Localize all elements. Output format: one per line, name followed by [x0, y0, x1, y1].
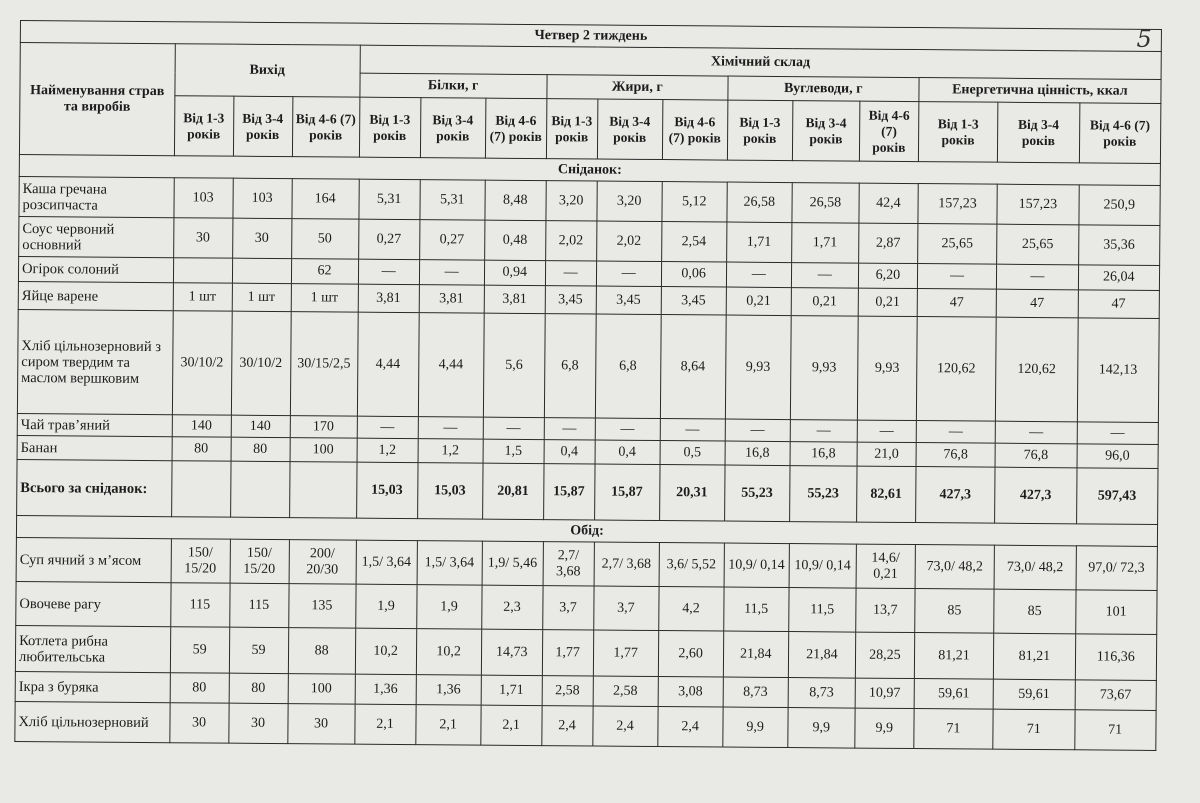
- value-cell: 120,62: [916, 317, 996, 422]
- value-cell: 20,31: [659, 465, 725, 522]
- value-cell: 0,94: [484, 260, 545, 285]
- value-cell: 88: [288, 628, 355, 675]
- value-cell: 9,9: [855, 708, 914, 748]
- value-cell: 5,12: [662, 182, 727, 223]
- value-cell: 2,4: [657, 707, 722, 748]
- value-cell: 85: [994, 589, 1076, 634]
- value-cell: 30/10/2: [231, 311, 291, 415]
- value-cell: 1,71: [726, 222, 791, 263]
- header-age-col: Від 3-4 років: [597, 99, 663, 160]
- value-cell: 427,3: [915, 467, 995, 524]
- dish-name: Суп ячний з м’ясом: [16, 537, 171, 582]
- value-cell: 80: [231, 437, 290, 461]
- value-cell: 10,2: [355, 628, 416, 674]
- value-cell: —: [596, 261, 661, 287]
- value-cell: 1,5/ 3,64: [356, 540, 417, 584]
- value-cell: 9,9: [788, 708, 855, 749]
- value-cell: 9,93: [725, 315, 791, 420]
- header-age-col: Від 4-6 (7) років: [859, 101, 918, 161]
- value-cell: 14,73: [481, 629, 542, 675]
- value-cell: 1,71: [791, 223, 858, 264]
- value-cell: 2,1: [415, 705, 480, 746]
- header-chemical-composition: Хімічний склад: [360, 45, 1162, 79]
- table-row: [17, 309, 1159, 422]
- value-cell: 15,87: [543, 464, 594, 520]
- value-cell: 140: [231, 415, 290, 437]
- value-cell: 76,8: [916, 443, 995, 468]
- value-cell: 2,58: [593, 676, 658, 707]
- value-cell: [230, 461, 289, 517]
- value-cell: 25,65: [997, 224, 1079, 265]
- header-group-1: Жири, г: [547, 75, 728, 100]
- value-cell: 2,02: [596, 221, 661, 262]
- value-cell: [232, 258, 291, 283]
- value-cell: 5,31: [359, 179, 420, 219]
- section-title: Сніданок:: [19, 154, 1160, 185]
- value-cell: 2,7/ 3,68: [543, 542, 594, 586]
- value-cell: —: [419, 260, 484, 286]
- header-age-col: Від 3-4 років: [998, 102, 1080, 163]
- value-cell: 115: [170, 583, 229, 627]
- value-cell: 3,20: [596, 181, 661, 222]
- value-cell: —: [358, 259, 419, 284]
- value-cell: 1 шт: [173, 283, 232, 311]
- value-cell: 13,7: [856, 588, 915, 632]
- value-cell: 140: [172, 415, 231, 437]
- value-cell: —: [997, 264, 1079, 290]
- value-cell: 0,21: [726, 287, 791, 316]
- value-cell: 2,3: [481, 585, 542, 629]
- value-cell: 80: [229, 673, 288, 703]
- header-age-col: Від 4-6 (7) років: [662, 100, 728, 161]
- value-cell: 59: [229, 627, 288, 673]
- value-cell: 6,20: [858, 263, 917, 288]
- value-cell: 115: [229, 583, 288, 627]
- value-cell: 0,06: [661, 262, 726, 288]
- value-cell: 0,5: [660, 441, 725, 466]
- value-cell: 2,4: [542, 706, 593, 746]
- value-cell: 97,0/ 72,3: [1076, 546, 1158, 591]
- value-cell: 150/ 15/20: [230, 539, 289, 583]
- value-cell: 157,23: [918, 184, 998, 225]
- value-cell: —: [916, 421, 995, 444]
- header-group-0: Білки, г: [360, 73, 547, 98]
- value-cell: —: [544, 418, 595, 440]
- value-cell: 15,03: [417, 463, 483, 520]
- value-cell: 1,5: [483, 439, 544, 463]
- value-cell: 50: [291, 219, 358, 260]
- value-cell: —: [545, 261, 596, 286]
- value-cell: 30/10/2: [172, 311, 232, 415]
- value-cell: 0,48: [484, 220, 545, 260]
- value-cell: [289, 462, 357, 519]
- dish-name: Хліб цільнозерновий: [15, 701, 170, 742]
- value-cell: 26,04: [1078, 265, 1160, 291]
- value-cell: 427,3: [995, 467, 1077, 524]
- value-cell: 71: [914, 709, 994, 750]
- value-cell: 30: [232, 218, 291, 258]
- value-cell: 100: [288, 674, 355, 705]
- value-cell: 73,0/ 48,2: [915, 545, 995, 590]
- value-cell: 9,9: [722, 707, 787, 748]
- value-cell: 73,67: [1075, 680, 1157, 711]
- value-cell: 157,23: [997, 184, 1079, 225]
- value-cell: 10,2: [416, 629, 481, 676]
- value-cell: 80: [172, 437, 231, 461]
- value-cell: 6,8: [544, 314, 596, 418]
- value-cell: 3,7: [593, 586, 658, 631]
- value-cell: 5,31: [420, 180, 485, 221]
- header-age-col: Від 1-3 років: [359, 97, 420, 157]
- value-cell: 16,8: [725, 441, 790, 466]
- value-cell: 8,64: [660, 315, 726, 420]
- value-cell: 11,5: [723, 587, 788, 632]
- value-cell: 28,25: [855, 632, 914, 678]
- value-cell: 3,7: [542, 586, 593, 630]
- value-cell: —: [917, 264, 997, 290]
- dish-name: Овочеве рагу: [16, 581, 171, 626]
- value-cell: 55,23: [724, 465, 790, 522]
- header-age-col: Від 1-3 років: [727, 100, 793, 161]
- value-cell: 0,4: [544, 440, 595, 464]
- dish-name: Каша гречана розсипчаста: [19, 176, 174, 217]
- value-cell: 71: [993, 709, 1075, 750]
- value-cell: —: [595, 418, 660, 441]
- value-cell: 3,45: [545, 286, 596, 314]
- value-cell: 1 шт: [291, 284, 358, 313]
- value-cell: 47: [996, 289, 1078, 318]
- value-cell: 2,02: [545, 221, 596, 261]
- value-cell: 6,8: [595, 314, 661, 419]
- value-cell: 26,58: [792, 183, 859, 224]
- value-cell: 47: [917, 289, 997, 318]
- value-cell: 3,81: [484, 285, 545, 313]
- value-cell: 597,43: [1076, 468, 1158, 525]
- value-cell: —: [660, 419, 725, 442]
- value-cell: 8,73: [723, 677, 788, 708]
- value-cell: 21,84: [788, 632, 855, 679]
- value-cell: 30: [228, 703, 287, 743]
- value-cell: 142,13: [1077, 318, 1159, 423]
- value-cell: 9,93: [790, 316, 858, 421]
- value-cell: 2,54: [661, 222, 726, 263]
- value-cell: 16,8: [790, 442, 857, 467]
- value-cell: 1,2: [418, 439, 483, 464]
- value-cell: 135: [288, 584, 355, 629]
- value-cell: 9,93: [857, 316, 917, 420]
- value-cell: 2,1: [354, 704, 415, 744]
- value-cell: —: [357, 416, 418, 438]
- value-cell: 10,97: [855, 678, 914, 708]
- dish-name: Соус червоний основний: [19, 216, 174, 257]
- value-cell: 30/15/2,5: [290, 312, 358, 417]
- header-age-col: Від 4-6 (7) років: [292, 97, 360, 158]
- header-output: Вихід: [174, 44, 359, 97]
- value-cell: 82,61: [856, 466, 915, 522]
- value-cell: 81,21: [994, 633, 1076, 680]
- value-cell: 2,60: [658, 631, 723, 678]
- value-cell: 2,7/ 3,68: [594, 542, 659, 587]
- value-cell: —: [857, 420, 916, 442]
- value-cell: 21,0: [857, 442, 916, 466]
- value-cell: 73,0/ 48,2: [994, 545, 1076, 590]
- dish-name: Яйце варене: [18, 281, 173, 310]
- value-cell: —: [790, 420, 857, 443]
- value-cell: 1 шт: [232, 283, 291, 311]
- value-cell: 85: [915, 589, 995, 634]
- value-cell: 2,4: [592, 706, 657, 747]
- value-cell: 1,36: [355, 674, 416, 704]
- value-cell: 3,08: [658, 677, 723, 708]
- value-cell: 120,62: [996, 317, 1078, 422]
- value-cell: 5,6: [483, 313, 545, 417]
- value-cell: 1,9: [355, 584, 416, 628]
- value-cell: 1,77: [542, 630, 593, 676]
- dish-name: Котлета рибна любительська: [15, 625, 170, 672]
- header-age-col: Від 1-3 років: [546, 99, 597, 159]
- value-cell: 59: [170, 627, 229, 673]
- total-row: [17, 459, 1158, 524]
- dish-name: Ікра з буряка: [15, 671, 170, 702]
- header-age-col: Від 3-4 років: [233, 96, 292, 156]
- dish-name: Банан: [17, 435, 172, 460]
- value-cell: —: [791, 263, 858, 289]
- value-cell: 21,84: [723, 631, 788, 678]
- value-cell: [171, 461, 230, 517]
- header-group-2: Вуглеводи, г: [728, 76, 919, 102]
- value-cell: 4,2: [658, 587, 723, 632]
- table-title: Четвер 2 тиждень: [20, 21, 1161, 52]
- value-cell: 47: [1078, 290, 1160, 319]
- value-cell: 0,21: [791, 288, 858, 317]
- value-cell: 15,87: [594, 464, 660, 521]
- value-cell: 8,48: [485, 180, 546, 220]
- value-cell: 55,23: [789, 466, 857, 523]
- value-cell: 3,6/ 5,52: [659, 543, 724, 588]
- value-cell: 150/ 15/20: [171, 539, 230, 583]
- value-cell: 35,36: [1078, 225, 1160, 266]
- value-cell: —: [483, 417, 544, 439]
- value-cell: 10,9/ 0,14: [724, 543, 789, 588]
- value-cell: 25,65: [917, 224, 997, 265]
- value-cell: 1,71: [481, 675, 542, 705]
- value-cell: 1,36: [416, 675, 481, 706]
- header-age-col: Від 4-6 (7) років: [1079, 103, 1161, 164]
- header-age-col: Від 3-4 років: [420, 98, 486, 159]
- header-dish-name: Найменування страв та виробів: [19, 43, 174, 156]
- value-cell: 20,81: [482, 463, 543, 519]
- value-cell: 103: [174, 178, 233, 218]
- value-cell: 30: [173, 218, 232, 258]
- value-cell: 170: [290, 416, 357, 439]
- value-cell: 62: [291, 259, 358, 285]
- dish-name: Всього за сніданок:: [17, 459, 172, 516]
- value-cell: 59,61: [993, 679, 1075, 710]
- nutrition-table: [14, 20, 1162, 751]
- section-title: Обід:: [16, 515, 1157, 546]
- value-cell: 103: [232, 178, 291, 218]
- value-cell: 3,45: [661, 287, 726, 316]
- value-cell: 1,9/ 5,46: [482, 541, 543, 585]
- value-cell: 3,81: [419, 285, 484, 314]
- value-cell: —: [418, 417, 483, 440]
- value-cell: 71: [1074, 710, 1156, 751]
- value-cell: 116,36: [1075, 634, 1157, 681]
- value-cell: 81,21: [914, 633, 994, 680]
- value-cell: 76,8: [995, 443, 1077, 468]
- value-cell: 200/ 20/30: [289, 540, 356, 585]
- header-age-col: Від 4-6 (7) років: [485, 98, 546, 158]
- value-cell: 14,6/ 0,21: [856, 544, 915, 588]
- header-group-3: Енергетична цінність, ккал: [919, 78, 1161, 104]
- value-cell: 11,5: [788, 588, 855, 633]
- dish-name: Чай трав’яний: [17, 413, 172, 436]
- value-cell: 0,27: [358, 219, 419, 259]
- value-cell: 15,03: [356, 462, 417, 518]
- value-cell: 0,21: [858, 288, 917, 316]
- value-cell: 250,9: [1078, 185, 1160, 226]
- value-cell: 2,87: [858, 223, 917, 263]
- value-cell: —: [1077, 422, 1159, 445]
- value-cell: 96,0: [1077, 444, 1159, 469]
- menu-sheet: [14, 20, 1182, 751]
- value-cell: 10,9/ 0,14: [789, 544, 856, 589]
- value-cell: 80: [170, 673, 229, 703]
- value-cell: 59,61: [914, 679, 994, 710]
- value-cell: 8,73: [788, 678, 855, 709]
- value-cell: 164: [291, 179, 358, 220]
- value-cell: 3,81: [358, 284, 419, 312]
- value-cell: —: [726, 262, 791, 288]
- value-cell: 0,4: [595, 440, 660, 465]
- value-cell: 4,44: [357, 312, 419, 416]
- value-cell: 30: [287, 704, 354, 745]
- value-cell: 2,58: [542, 676, 593, 706]
- page-number: 5: [1136, 24, 1152, 53]
- header-age-col: Від 1-3 років: [174, 96, 233, 156]
- header-age-col: Від 3-4 років: [792, 101, 860, 162]
- value-cell: —: [995, 421, 1077, 444]
- value-cell: [173, 258, 232, 283]
- value-cell: 3,20: [546, 181, 597, 221]
- table-row: [15, 701, 1156, 750]
- value-cell: 4,44: [418, 313, 484, 418]
- value-cell: 26,58: [727, 182, 792, 223]
- dish-name: Хліб цільнозерновий з сиром твердим та маслом вершковим: [17, 309, 172, 414]
- dish-name: Огірок солоний: [18, 256, 173, 282]
- value-cell: 0,27: [419, 220, 484, 261]
- value-cell: —: [725, 419, 790, 442]
- value-cell: 1,77: [593, 630, 658, 677]
- header-age-col: Від 1-3 років: [918, 102, 998, 163]
- value-cell: 1,9: [416, 585, 481, 630]
- value-cell: 101: [1075, 590, 1157, 635]
- value-cell: 42,4: [859, 183, 918, 223]
- value-cell: 100: [290, 438, 357, 463]
- value-cell: 1,2: [357, 438, 418, 462]
- value-cell: 2,1: [481, 705, 542, 745]
- value-cell: 1,5/ 3,64: [417, 541, 482, 586]
- value-cell: 30: [169, 703, 228, 743]
- value-cell: 3,45: [596, 286, 661, 315]
